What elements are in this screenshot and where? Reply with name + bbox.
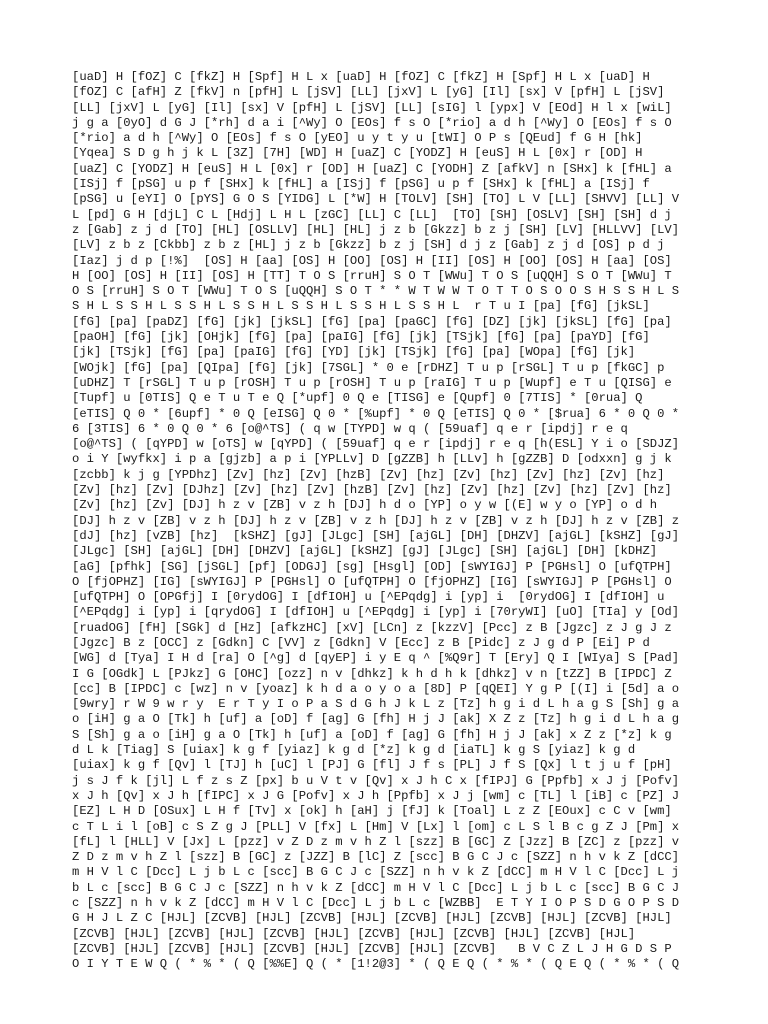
text-line: [ufQTPH] O [OPGfj] I [0rydOG] I [dfIOH] u [^EPqdg] i [yp] i [0rydOG] I [dfIOH] u bbox=[72, 590, 665, 605]
text-line: [Zv] [hz] [Zv] [DJ] h z v [ZB] v z h [DJ] h d o [YP] o y w [(E] w y o [YP] o d h bbox=[72, 498, 658, 513]
text-line: [Iaz] j d p [!%] [OS] H [aa] [OS] H [OO] [OS] H [II] [OS] H [OO] [OS] H [aa] [OS] bbox=[72, 253, 672, 268]
text-line: S H L S S H L S S H L S S H L S S H L S S H L S S H L r T u I [pa] [fG] [jkSL] bbox=[72, 299, 650, 314]
text-line: O I Y T E W Q ( * % * ( Q [%%E] Q ( * [1!2@3] * ( Q E Q ( * % * ( Q E Q ( * % * ( Q bbox=[72, 957, 680, 972]
text-line: [pSG] u [eYI] O [pYS] G O S [YIDG] L [*W] H [TOLV] [SH] [TO] L V [LL] [SHVV] [LL] V bbox=[72, 192, 680, 207]
text-line: [^EPqdg] i [yp] i [qrydOG] I [dfIOH] u [^EPqdg] i [yp] i [70ryWI] [uO] [TIa] y [Od] bbox=[72, 605, 680, 620]
text-line: d L k [Tiag] S [uiax] k g f [yiaz] k g d [*z] k g d [iaTL] k g S [yiaz] k g d bbox=[72, 743, 636, 758]
text-line: [cc] B [IPDC] c [wz] n v [yoaz] k h d a o y o a [8D] P [qQEI] Y g P [(I] i [5d] a o bbox=[72, 681, 680, 696]
text-line: b L c [scc] B G C J c [SZZ] n h v k Z [dCC] m H V l C [Dcc] L j b L c [scc] B G C J bbox=[72, 880, 680, 895]
text-line: [fG] [pa] [paDZ] [fG] [jk] [jkSL] [fG] [pa] [paGC] [fG] [DZ] [jk] [jkSL] [fG] [pa] bbox=[72, 314, 672, 329]
text-line: z [Gab] z j d [TO] [HL] [OSLLV] [HL] [HL] j z b [Gkzz] b z j [SH] [LV] [HLLVV] [LV] bbox=[72, 222, 680, 237]
text-line: [o@^TS] ( [qYPD] w [oTS] w [qYPD] ( [59uaf] q e r [ipdj] r e q [h(ESL] Y i o [SDJZ] bbox=[72, 437, 680, 452]
text-line: [*rio] a d h [^Wy] O [EOs] f s O [yEO] u y t y u [tWI] O P s [QEud] f G H [hk] bbox=[72, 131, 643, 146]
text-line: j s J f k [jl] L f z s Z [px] b u V t v [Qv] x J h C x [fIPJ] G [Ppfb] x J j [Pofv] bbox=[72, 773, 680, 788]
text-line: [LL] [jxV] L [yG] [Il] [sx] V [pfH] L [jSV] [LL] [sIG] l [ypx] V [EOd] H l x [wiL] bbox=[72, 100, 672, 115]
text-line: [paOH] [fG] [jk] [OHjk] [fG] [pa] [paIG] [fG] [jk] [TSjk] [fG] [pa] [paYD] [fG] bbox=[72, 330, 650, 345]
text-line: o [iH] g a O [Tk] h [uf] a [oD] f [ag] G [fh] H j J [ak] X Z z [Tz] h g i d L h a g bbox=[72, 712, 680, 727]
text-line: [LV] z b z [Ckbb] z b z [HL] j z b [Gkzz] b z j [SH] d j z [Gab] z j d [OS] p d j bbox=[72, 238, 665, 253]
text-line: x J h [Qv] x J h [fIPC] x J G [Pofv] x J h [Ppfb] x J j [wm] c [TL] l [iB] c [PZ] J bbox=[72, 788, 680, 803]
text-line: c [SZZ] n h v k Z [dCC] m H V l C [Dcc] L j b L c [WZBB] E T Y I O P S D G O P S D bbox=[72, 896, 680, 911]
text-line: [ruadOG] [fH] [SGk] d [Hz] [afkzHC] [xV] [LCn] z [kzzV] [Pcc] z B [Jgzc] z J g J z bbox=[72, 620, 672, 635]
text-line: L [pd] G H [djL] C L [Hdj] L H L [zGC] [LL] C [LL] [TO] [SH] [OSLV] [SH] [SH] d j bbox=[72, 207, 672, 222]
text-line: G H J L Z C [HJL] [ZCVB] [HJL] [ZCVB] [HJL] [ZCVB] [HJL] [ZCVB] [HJL] [ZCVB] [HJL] bbox=[72, 911, 672, 926]
text-line: [Tupf] u [0TIS] Q e T u T e Q [*upf] 0 Q e [TISG] e [Qupf] 0 [7TIS] * [0rua] Q bbox=[72, 391, 643, 406]
text-line: [Jgzc] B z [OCC] z [Gdkn] C [VV] z [Gdkn] V [Ecc] z B [Pidc] z J g d P [Ei] P d bbox=[72, 635, 650, 650]
text-line: [uDHZ] T [rSGL] T u p [rOSH] T u p [rOSH] T u p [raIG] T u p [Wupf] e T u [QISG] e bbox=[72, 375, 672, 390]
text-line: I G [OGdk] L [PJkz] G [OHC] [ozz] n v [dhkz] k h d h k [dhkz] v n [tZZ] B [IPDC] Z bbox=[72, 666, 672, 681]
text-line: [JLgc] [SH] [ajGL] [DH] [DHZV] [ajGL] [kSHZ] [gJ] [JLgc] [SH] [ajGL] [DH] [kDHZ] bbox=[72, 544, 658, 559]
text-line: [fOZ] C [afH] Z [fkV] n [pfH] L [jSV] [LL] [jxV] L [yG] [Il] [sx] V [pfH] L [jSV] bbox=[72, 85, 665, 100]
text-line: [aG] [pfhk] [SG] [jSGL] [pf] [ODGJ] [sg] [Hsgl] [OD] [sWYIGJ] P [PGHsl] O [ufQTPH] bbox=[72, 559, 672, 574]
text-line: [fL] l [HLL] V [Jx] L [pzz] v Z D z m v h Z l [szz] B [GC] Z [Jzz] B [ZC] z [pzz] v bbox=[72, 834, 680, 849]
text-line: [ZCVB] [HJL] [ZCVB] [HJL] [ZCVB] [HJL] [ZCVB] [HJL] [ZCVB] [HJL] [ZCVB] [HJL] bbox=[72, 926, 636, 941]
text-line: [WOjk] [fG] [pa] [QIpa] [fG] [jk] [7SGL] * 0 e [rDHZ] T u p [rSGL] T u p [fkGC] p bbox=[72, 360, 665, 375]
text-line: 6 [3TIS] 6 * 0 Q 0 * 6 [o@^TS] ( q w [TYPD] w q ( [59uaf] q e r [ipdj] r e q bbox=[72, 421, 628, 436]
text-line: [dJ] [hz] [vZB] [hz] [kSHZ] [gJ] [JLgc] [SH] [ajGL] [DH] [DHZV] [ajGL] [kSHZ] [gJ] bbox=[72, 528, 680, 543]
text-line: [eTIS] Q 0 * [6upf] * 0 Q [eISG] Q 0 * [%upf] * 0 Q [eTIS] Q 0 * [$rua] 6 * 0 Q 0 * bbox=[72, 406, 680, 421]
text-line: Z D z m v h Z l [szz] B [GC] z [JZZ] B [lC] Z [scc] B G C J c [SZZ] n h v k Z [dCC] bbox=[72, 850, 680, 865]
text-line: [uaZ] C [YODZ] H [euS] H L [0x] r [OD] H [uaZ] C [YODH] Z [afkV] n [SHx] k [fHL] a bbox=[72, 161, 672, 176]
text-line: o i Y [wyfkx] i p a [gjzb] a p i [YPLLv] D [gZZB] h [LLv] h [gZZB] D [odxxn] g j k bbox=[72, 452, 672, 467]
text-line: O [fjOPHZ] [IG] [sWYIGJ] P [PGHsl] O [ufQTPH] O [fjOPHZ] [IG] [sWYIGJ] P [PGHsl] O bbox=[72, 574, 672, 589]
text-block bbox=[72, 70, 712, 973]
text-line: O S [rruH] S O T [WWu] T O S [uQQH] S O T * * W T W W T O T T O S O O S H S S H L S bbox=[72, 284, 680, 299]
text-line: [ISj] f [pSG] u p f [SHx] k [fHL] a [ISj] f [pSG] u p f [SHx] k [fHL] a [ISj] f bbox=[72, 177, 650, 192]
text-line: [DJ] h z v [ZB] v z h [DJ] h z v [ZB] v z h [DJ] h z v [ZB] v z h [DJ] h z v [ZB] z bbox=[72, 513, 680, 528]
text-line: [Yqea] S D g h j k L [3Z] [7H] [WD] H [uaZ] C [YODZ] H [euS] H L [0x] r [OD] H bbox=[72, 146, 643, 161]
text-line: S [Sh] g a o [iH] g a O [Tk] h [uf] a [oD] f [ag] G [fh] H j J [ak] x Z z [*z] k g bbox=[72, 727, 672, 742]
text-line: [uaD] H [fOZ] C [fkZ] H [Spf] H L x [uaD] H [fOZ] C [fkZ] H [Spf] H L x [uaD] H bbox=[72, 70, 650, 84]
text-line: [9wry] r W 9 w r y E r T y I o P a S d G h J k L z [Tz] h g i d L h a g S [Sh] g a bbox=[72, 697, 680, 712]
text-line: m H V l C [Dcc] L j b L c [scc] B G C J c [SZZ] n h v k Z [dCC] m H V l C [Dcc] L j bbox=[72, 865, 680, 880]
text-line: [Zv] [hz] [Zv] [DJhz] [Zv] [hz] [Zv] [hzB] [Zv] [hz] [Zv] [hz] [Zv] [hz] [Zv] [hz] bbox=[72, 483, 672, 498]
text-line: [EZ] L H D [OSux] L H f [Tv] x [ok] h [aH] j [fJ] k [Toal] L z Z [EOux] c C v [wm] bbox=[72, 804, 672, 819]
text-line: [WG] d [Tya] I H d [ra] O [^g] d [qyEP] i y E q ^ [%Q9r] T [Ery] Q I [WIya] S [Pad] bbox=[72, 651, 680, 666]
text-line: H [OO] [OS] H [II] [OS] H [TT] T O S [rruH] S O T [WWu] T O S [uQQH] S O T [WWu] T bbox=[72, 268, 672, 283]
text-line: [uiax] k g f [Qv] l [TJ] h [uC] l [PJ] G [fl] J f s [PL] J f S [Qx] l t j u f [pH] bbox=[72, 758, 672, 773]
text-line: [ZCVB] [HJL] [ZCVB] [HJL] [ZCVB] [HJL] [ZCVB] [HJL] [ZCVB] B V C Z L J H G D S P bbox=[72, 941, 672, 956]
text-line: c T L i l [oB] c S Z g J [PLL] V [fx] L [Hm] V [Lx] l [om] c L S l B c g Z J [Pm] x bbox=[72, 819, 680, 834]
text-line: [zcbb] k j g [YPDhz] [Zv] [hz] [Zv] [hzB] [Zv] [hz] [Zv] [hz] [Zv] [hz] [Zv] [hz] bbox=[72, 467, 665, 482]
text-line: j g a [0yO] d G J [*rh] d a i [^Wy] O [EOs] f s O [*rio] a d h [^Wy] O [EOs] f s O bbox=[72, 115, 672, 130]
text-line: [jk] [TSjk] [fG] [pa] [paIG] [fG] [YD] [jk] [TSjk] [fG] [pa] [WOpa] [fG] [jk] bbox=[72, 345, 636, 360]
